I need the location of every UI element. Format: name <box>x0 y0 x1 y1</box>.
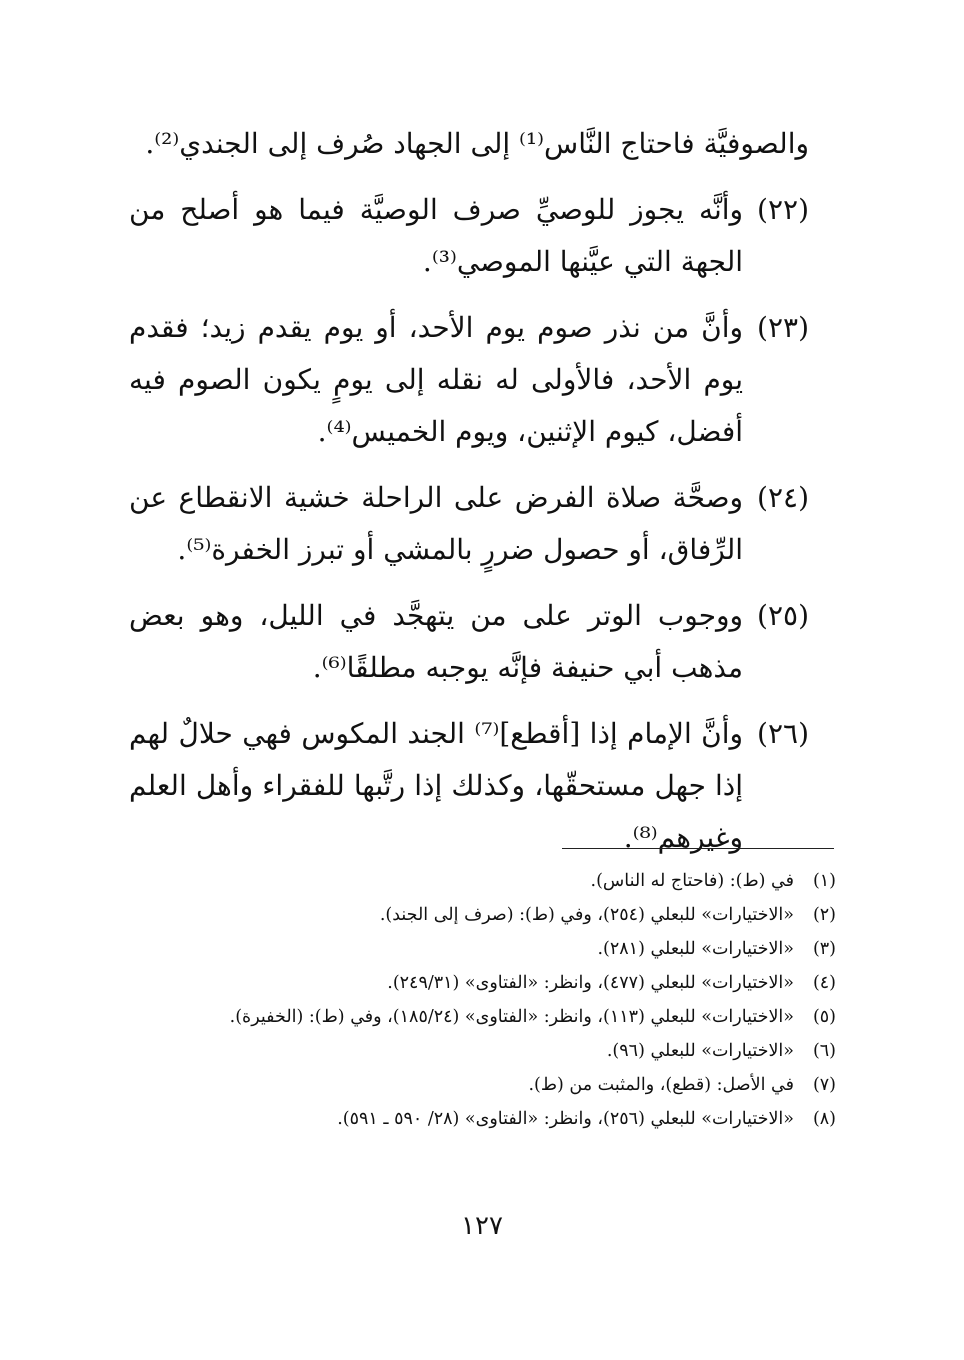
footnote-number: (٧) <box>812 1075 836 1095</box>
footnote-text: في (ط): (فاحتاج له الناس). <box>590 871 794 891</box>
list-item <box>129 590 809 694</box>
footnote <box>124 1034 836 1068</box>
item-number: (٢٥) <box>757 599 809 632</box>
footnote-text: «الاختيارات» للبعلي (٢٥٦)، وانظر: «الفتاوى» (٢٨/ ٥٩٠ ـ ٥٩١). <box>337 1109 794 1129</box>
footnote-text: «الاختيارات» للبعلي (٢٥٤)، وفي (ط): (صرف إلى الجند). <box>379 905 794 925</box>
list-item <box>129 708 809 864</box>
item-number: (٢٦) <box>757 717 809 750</box>
footnotes <box>124 864 836 1136</box>
footnote-number: (٦) <box>812 1041 836 1061</box>
list-item <box>129 472 809 576</box>
footnote-text: في الأصل: (قطع)، والمثبت من (ط). <box>528 1075 794 1095</box>
footnote <box>124 932 836 966</box>
footnote-number: (٣) <box>812 939 836 959</box>
list-item <box>129 302 809 458</box>
item-text: وأنَّ الإمام إذا [أقطع]⁽⁷⁾ الجند المكوس فهي حلالٌ لهم إذا جهل مستحقّها، وكذلك إذا رتَّبها للفقراء وأهل العلم وغيرهم⁽⁸⁾. <box>129 717 744 854</box>
footnote-text: «الاختيارات» للبعلي (١١٣)، وانظر: «الفتاوى» (١٨٥/٢٤)، وفي (ط): (الخفيرة). <box>229 1007 794 1027</box>
footnote-text: «الاختيارات» للبعلي (٩٦). <box>606 1041 794 1061</box>
item-text: وأنَّه يجوز للوصيِّ صرف الوصيَّة فيما هو أصلح من الجهة التي عيَّنها الموصي⁽³⁾. <box>129 193 744 278</box>
footnote <box>124 1068 836 1102</box>
footnote-number: (٨) <box>812 1109 836 1129</box>
intro-paragraph: والصوفيَّة فاحتاج النَّاس⁽¹⁾ إلى الجهاد صُرف إلى الجندي⁽²⁾. <box>145 127 809 160</box>
main-text <box>129 118 809 878</box>
item-text: وأنَّ من نذر صوم يوم الأحد، أو يوم يقدم زيد؛ فقدم يوم الأحد، فالأولى له نقله إلى يومٍ يكون الصوم فيه أفضل، كيوم الإثنين، ويوم الخميس⁽⁴⁾. <box>129 311 744 448</box>
footnote <box>124 864 836 898</box>
item-number: (٢٣) <box>757 311 809 344</box>
footnote-text: «الاختيارات» للبعلي (٤٧٧)، وانظر: «الفتاوى» (٢٤٩/٣١). <box>387 973 794 993</box>
item-number: (٢٤) <box>757 481 809 514</box>
footnote <box>124 966 836 1000</box>
item-text: ووجوب الوتر على من يتهجَّد في الليل، وهو بعض مذهب أبي حنيفة فإنَّه يوجبه مطلقًا⁽⁶⁾. <box>129 599 744 684</box>
footnote-number: (٥) <box>812 1007 836 1027</box>
footnote <box>124 1000 836 1034</box>
page-number: ١٢٧ <box>461 1211 503 1241</box>
footnote-text: «الاختيارات» للبعلي (٢٨١). <box>597 939 794 959</box>
footnote-separator <box>562 848 834 849</box>
footnote-number: (٢) <box>812 905 836 925</box>
footnote <box>124 1102 836 1136</box>
item-text: وصحَّة صلاة الفرض على الراحلة خشية الانقطاع عن الرِّفاق، أو حصول ضررٍ بالمشي أو تبرز الخفرة⁽⁵⁾. <box>129 481 744 566</box>
footnote-number: (٤) <box>812 973 836 993</box>
footnote <box>124 898 836 932</box>
item-number: (٢٢) <box>757 193 809 226</box>
list-item <box>129 184 809 288</box>
footnote-number: (١) <box>812 871 836 891</box>
